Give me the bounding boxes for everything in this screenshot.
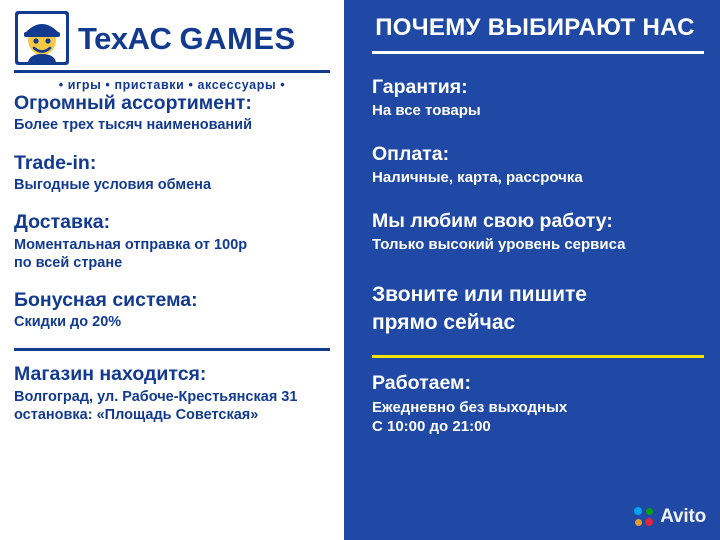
right-panel-title: ПОЧЕМУ ВЫБИРАЮТ НАС bbox=[375, 14, 695, 41]
right-feature-list bbox=[372, 76, 702, 437]
accent-divider bbox=[372, 355, 704, 358]
logo-row bbox=[14, 10, 330, 66]
right-panel bbox=[344, 0, 720, 540]
feature-title: Бонусная система: bbox=[14, 288, 198, 311]
logo-divider bbox=[14, 70, 330, 73]
feature-detail: Моментальная отправка от 100р по всей стране bbox=[14, 236, 248, 271]
shop-address-block bbox=[14, 363, 330, 424]
shop-address-title: Магазин находится: bbox=[14, 363, 207, 386]
feature-title: Гарантия: bbox=[372, 76, 468, 98]
section-divider bbox=[14, 348, 330, 351]
feature-title: Огромный ассортимент: bbox=[14, 92, 252, 114]
list-item bbox=[372, 210, 702, 255]
schedule-title: Работаем: bbox=[372, 372, 471, 395]
list-item bbox=[372, 143, 702, 188]
schedule-block bbox=[372, 372, 702, 436]
list-item bbox=[14, 152, 330, 195]
feature-detail: На все товары bbox=[372, 102, 481, 120]
avito-label: Avito bbox=[660, 506, 706, 527]
logo-wordmark bbox=[78, 20, 296, 56]
list-item bbox=[372, 76, 702, 121]
feature-detail: Только высокий уровень сервиса bbox=[372, 236, 626, 254]
avito-watermark bbox=[634, 506, 706, 528]
right-title-divider bbox=[372, 51, 704, 54]
feature-detail: Более трех тысяч наименований bbox=[14, 117, 252, 134]
mascot-icon bbox=[14, 10, 70, 66]
brand-logo bbox=[14, 10, 330, 92]
left-panel bbox=[0, 0, 344, 540]
left-feature-list bbox=[14, 92, 330, 424]
schedule-detail: Ежедневно без выходных С 10:00 до 21:00 bbox=[372, 398, 568, 436]
feature-detail: Скидки до 20% bbox=[14, 314, 122, 331]
logo-word-2: GAMES bbox=[179, 20, 296, 56]
shop-address-detail: Волгоград, ул. Рабоче-Крестьянская 31 остановка: «Площадь Советская» bbox=[14, 388, 298, 423]
call-to-action-text: Звоните или пишите прямо сейчас bbox=[372, 282, 587, 335]
brand-tagline: • игры • приставки • аксессуары • bbox=[58, 78, 286, 92]
feature-detail: Выгодные условия обмена bbox=[14, 176, 212, 193]
list-item bbox=[14, 289, 330, 332]
list-item bbox=[14, 92, 330, 135]
feature-title: Trade-in: bbox=[14, 151, 97, 174]
list-item bbox=[14, 211, 330, 272]
feature-title: Мы любим свою работу: bbox=[372, 209, 613, 232]
avito-logo-icon bbox=[634, 507, 654, 527]
logo-word-1: TexAC bbox=[78, 20, 172, 56]
feature-detail: Наличные, карта, рассрочка bbox=[372, 169, 583, 187]
feature-title: Оплата: bbox=[372, 142, 450, 165]
feature-title: Доставка: bbox=[14, 211, 111, 234]
